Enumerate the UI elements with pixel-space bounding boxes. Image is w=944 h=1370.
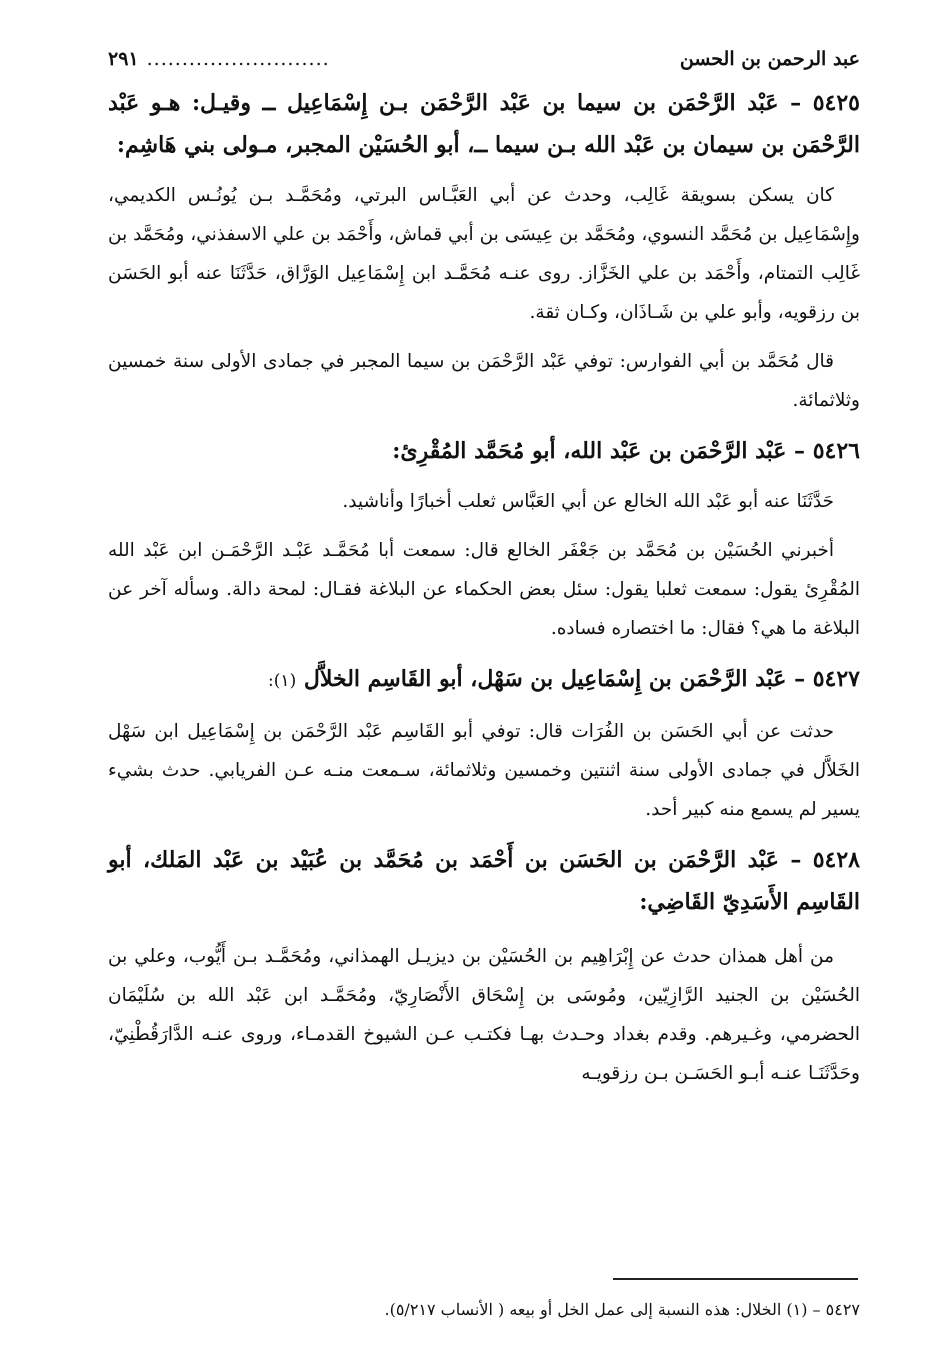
entry-heading-5427-text: ٥٤٢٧ – عَبْد الرَّحْمَن بن إِسْمَاعِيل بن سَهْل، أبو القَاسِم الخلاَّل <box>303 666 860 692</box>
document-page <box>108 38 860 1093</box>
footnote-divider <box>613 1278 858 1280</box>
entry-heading-5428: ٥٤٢٨ – عَبْد الرَّحْمَن بن الحَسَن بن أَحْمَد بن مُحَمَّد بن عُبَيْد بن عَبْد المَلك، أبو القَاسِم الأَسَدِيّ القَاضِي: <box>108 847 860 915</box>
entry-5425-paragraph-2: قال مُحَمَّد بن أبي الفوارس: توفي عَبْد الرَّحْمَن بن سيما المجبر في جمادى الأولى سنة خمسين وثلاثمائة. <box>108 351 860 411</box>
entry-heading-5426: ٥٤٢٦ – عَبْد الرَّحْمَن بن عَبْد الله، أبو مُحَمَّد المُقْرِئ: <box>392 438 860 464</box>
header-leader-dots: .......................... <box>146 48 330 70</box>
entry-5428-paragraph-1: من أهل همذان حدث عن إِبْرَاهِيم بن الحُسَيْن بن ديزيـل الهمذاني، ومُحَمَّـد بـن أَيُّوب، وعلي بن الحُسَيْن بن الجنيد الرَّازِيّين، ومُوسَى بن إِسْحَاق الأَنْصَارِيّ، ومُحَمَّـد ابن عَبْد الله بن سُلَيْمَان الحضرمي، وغـيرهم. وقدم بغداد وحـدث بهـا فكتـب عـن الشيوخ القدمـاء، وروى عنـه الدَّارَقُطْنِيّ، وحَدَّثَنَـا عنـه أبـو الحَسَـن بـن رزقويـه <box>108 946 860 1084</box>
entry-heading-5427 <box>108 658 860 702</box>
entry-5426-paragraph-2: أخبرني الحُسَيْن بن مُحَمَّد بن جَعْفَر الخالع قال: سمعت أبا مُحَمَّـد عَبْـد الرَّحْمَـن ابن عَبْد الله المُقْرِئ يقول: سمعت ثعلبا يقول: سئل بعض الحكماء عن البلاغة فقـال: لمحة دالة. وسأله آخر عن البلاغة ما هي؟ فقال: ما اختصاره فساده. <box>108 540 860 639</box>
entry-heading-5425: ٥٤٢٥ – عَبْد الرَّحْمَن بن سيما بن عَبْد الرَّحْمَن بـن إِسْمَاعِيل ــ وقيـل: هـو عَبْد الرَّحْمَن بن سيمان بن عَبْد الله بـن سيما ــ، أبو الحُسَيْن المجبر، مـولى بني هَاشِم: <box>108 90 860 158</box>
running-header <box>108 38 860 80</box>
entry-5426-paragraph-1: حَدَّثَنَا عنه أبو عَبْد الله الخالع عن أبي العَبَّاس ثعلب أخبارًا وأناشيد. <box>342 491 834 512</box>
footnote: ٥٤٢٧ – (١) الخلال: هذه النسبة إلى عمل الخل أو بيعه ( الأنساب ٥/٢١٧). <box>384 1300 860 1319</box>
footnote-marker: (١): <box>268 671 297 691</box>
entry-5425-paragraph-1: كان يسكن بسويقة غَالِب، وحدث عن أبي العَبَّـاس البرتي، ومُحَمَّـد بـن يُونُـس الكديمي، وإِسْمَاعِيل بن مُحَمَّد النسوي، ومُحَمَّد بن عِيسَى بن أبي قماش، وأَحْمَد بن علي الاسفذني، ومُحَمَّد بن غَالِب التمتام، وأَحْمَد بن علي الخَزَّاز. روى عنـه مُحَمَّـد ابن إِسْمَاعِيل الوَرَّاق، حَدَّثَنَا عنه أبو الحَسَن بن رزقويه، وأبو علي بن شَـاذَان، وكـان ثقة. <box>108 185 860 323</box>
page-number: ٢٩١ <box>108 48 139 70</box>
header-number-group <box>108 38 330 80</box>
running-title: عبد الرحمن بن الحسن <box>679 48 860 70</box>
entry-5427-paragraph-1: حدثت عن أبي الحَسَن بن الفُرَات قال: توفي أبو القَاسِم عَبْد الرَّحْمَن بن إِسْمَاعِيل ابن سَهْل الخَلاَّل في جمادى الأولى سنة اثنتين وخمسين وثلاثمائة، سـمعت منـه عـن الفريابي. حدث بشيء يسير لم يسمع منه كبير أحد. <box>108 721 860 820</box>
